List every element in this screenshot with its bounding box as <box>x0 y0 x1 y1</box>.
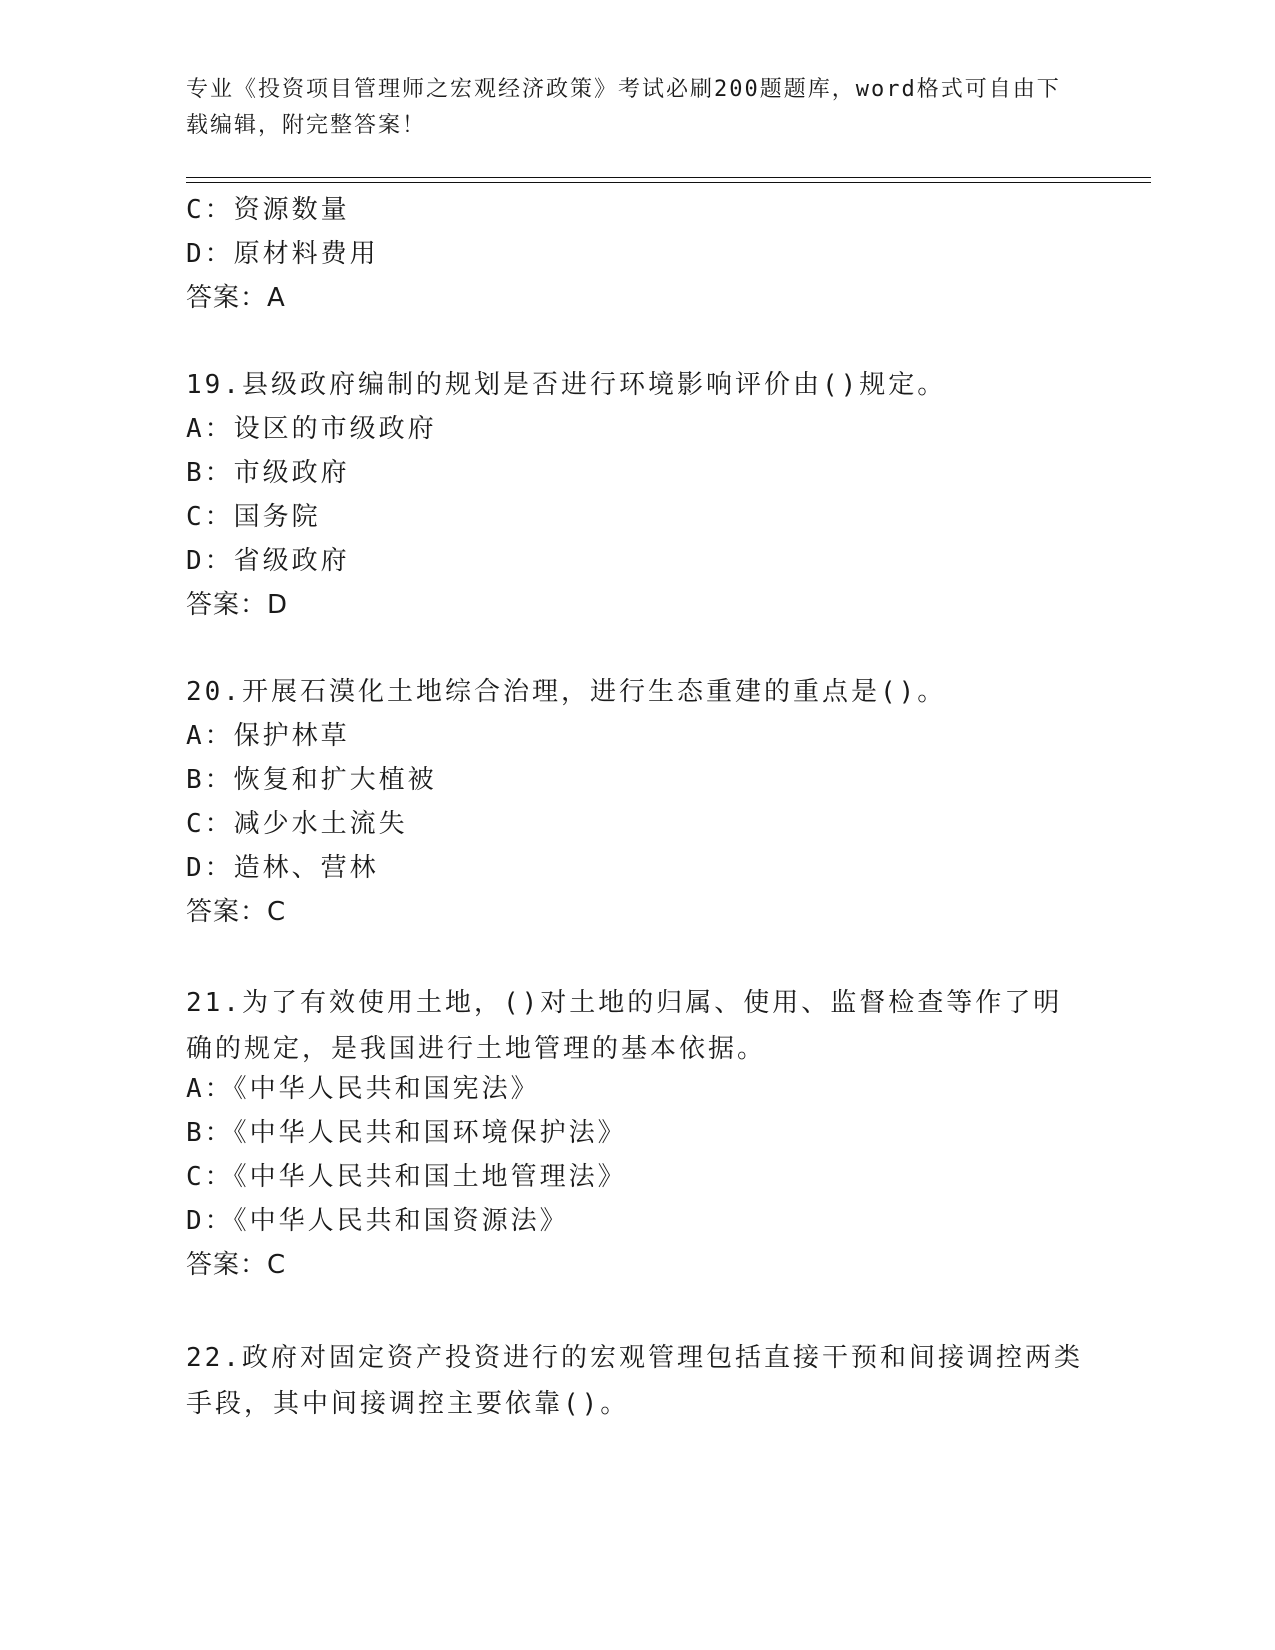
header-divider-top <box>186 177 1151 178</box>
header-divider-bottom <box>186 182 1151 183</box>
option-c: C：资源数量 <box>186 195 350 225</box>
option-d: D：省级政府 <box>186 546 350 576</box>
option-d: D：造林、营林 <box>186 853 379 883</box>
answer: 答案：C <box>186 897 287 927</box>
answer: 答案：C <box>186 1250 287 1280</box>
question-stem: 22.政府对固定资产投资进行的宏观管理包括直接干预和间接调控两类手段，其中间接调控主要依靠()。 <box>186 1343 1083 1419</box>
option-c: C：《中华人民共和国土地管理法》 <box>186 1162 627 1192</box>
question-stem: 19.县级政府编制的规划是否进行环境影响评价由()规定。 <box>186 370 947 400</box>
option-b: B：市级政府 <box>186 458 350 488</box>
option-a: A：《中华人民共和国宪法》 <box>186 1074 540 1104</box>
option-c: C：减少水土流失 <box>186 809 408 839</box>
question-stem: 20.开展石漠化土地综合治理，进行生态重建的重点是()。 <box>186 677 947 707</box>
option-b: B：恢复和扩大植被 <box>186 765 437 795</box>
question-stem: 21.为了有效使用土地，()对土地的归属、使用、监督检查等作了明确的规定，是我国进行土地管理的基本依据。 <box>186 988 1063 1064</box>
option-b: B：《中华人民共和国环境保护法》 <box>186 1118 627 1148</box>
option-a: A：保护林草 <box>186 721 350 751</box>
answer: 答案：A <box>186 283 286 313</box>
document-header: 专业《投资项目管理师之宏观经济政策》考试必刷200题题库，word格式可自由下载编辑，附完整答案！ <box>186 77 1061 138</box>
option-a: A：设区的市级政府 <box>186 414 437 444</box>
answer: 答案：D <box>186 590 289 620</box>
option-d: D：《中华人民共和国资源法》 <box>186 1206 569 1236</box>
option-c: C：国务院 <box>186 502 321 532</box>
option-d: D：原材料费用 <box>186 239 379 269</box>
